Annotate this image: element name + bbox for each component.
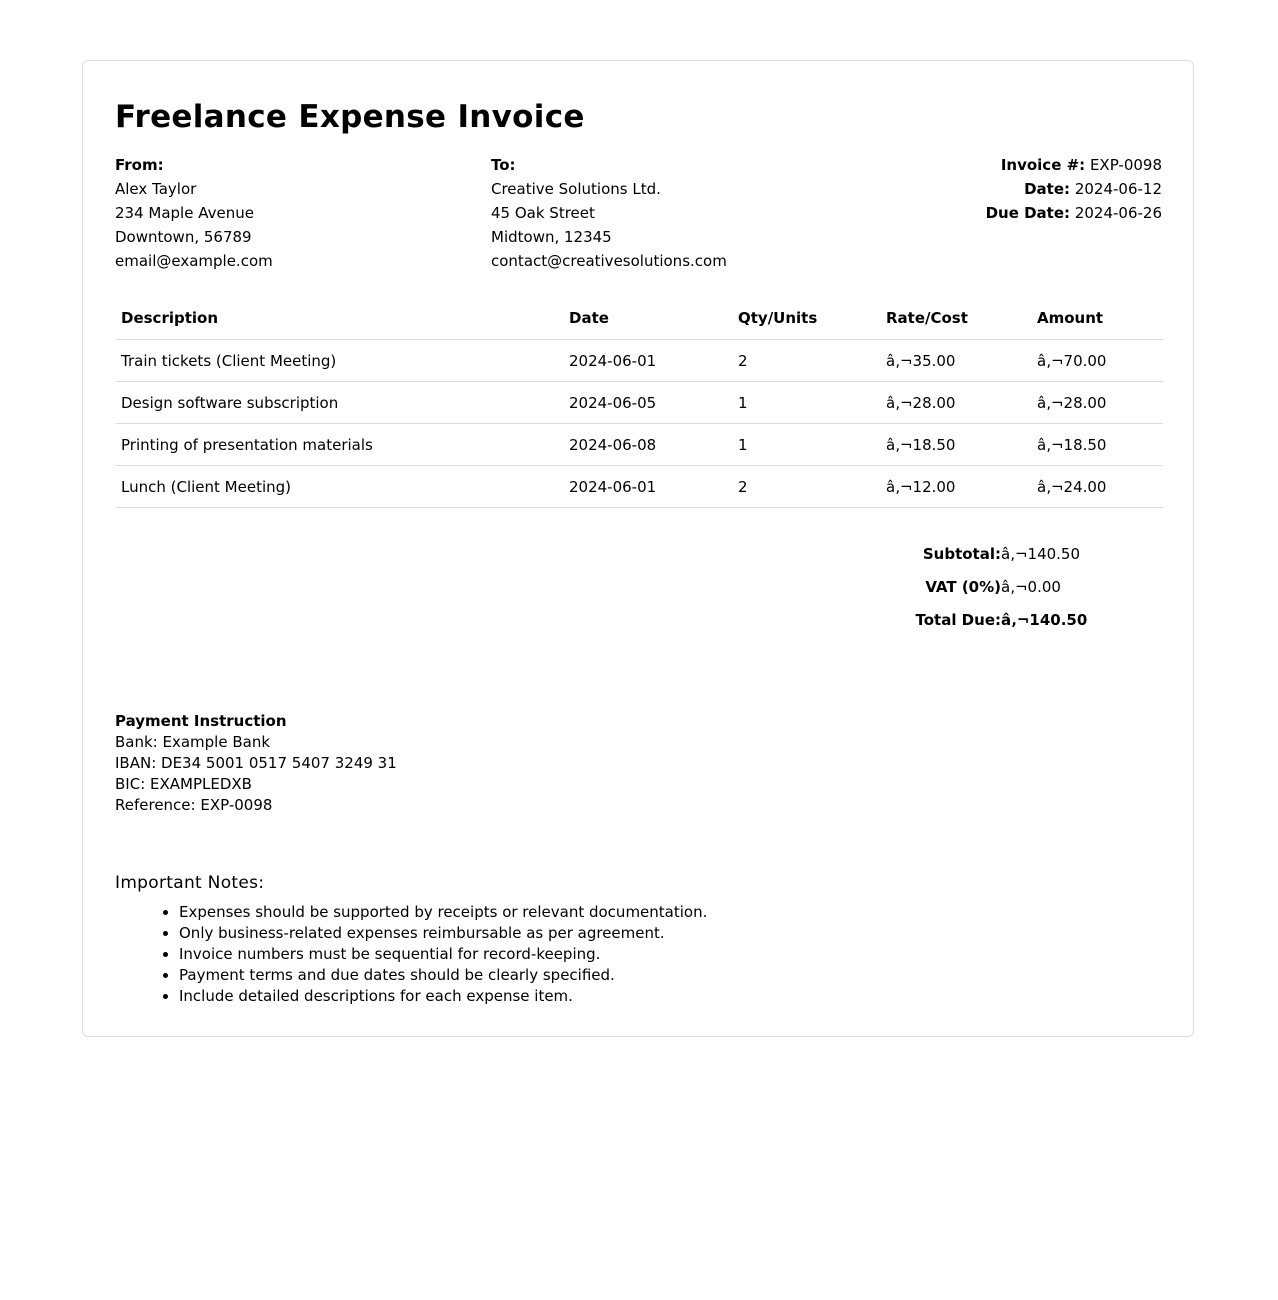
list-item: • Include detailed descriptions for each expense item. [179, 986, 707, 1007]
cell-qty: 2 [732, 466, 880, 508]
payment-bic: BIC: EXAMPLEDXB [115, 775, 252, 793]
invoice-date-row [986, 177, 1162, 201]
from-label: From: [115, 156, 164, 174]
from-address-block [115, 153, 273, 273]
total-due-label: Total Due: [915, 610, 1001, 629]
vat-row [913, 570, 1087, 603]
table-header-row [115, 297, 1163, 340]
cell-date: 2024-06-08 [563, 424, 732, 466]
notes-title: Important Notes: [115, 873, 265, 893]
cell-description: Lunch (Client Meeting) [115, 466, 563, 508]
cell-qty: 2 [732, 340, 880, 382]
cell-date: 2024-06-05 [563, 382, 732, 424]
from-city: Downtown, 56789 [115, 228, 252, 246]
to-city: Midtown, 12345 [491, 228, 612, 246]
table-row [115, 340, 1163, 382]
header-description: Description [115, 297, 563, 340]
from-street: 234 Maple Avenue [115, 204, 254, 222]
to-name: Creative Solutions Ltd. [491, 180, 661, 198]
to-label: To: [491, 156, 516, 174]
totals-table [913, 537, 1087, 636]
list-item: • Invoice numbers must be sequential for record-keeping. [179, 944, 707, 965]
cell-rate: â‚¬12.00 [880, 466, 1031, 508]
cell-amount: â‚¬28.00 [1031, 382, 1163, 424]
invoice-number-label: Invoice #: [1000, 156, 1086, 174]
header-rate: Rate/Cost [880, 297, 1031, 340]
subtotal-label: Subtotal: [922, 544, 1001, 563]
payment-title: Payment Instruction [115, 712, 287, 730]
vat-value: â‚¬0.00 [1001, 577, 1061, 596]
list-item: • Expenses should be supported by receipts or relevant documentation. [179, 902, 707, 923]
subtotal-value: â‚¬140.50 [1001, 544, 1081, 563]
cell-amount: â‚¬24.00 [1031, 466, 1163, 508]
invoice-date-label: Date: [1024, 180, 1071, 198]
cell-description: Design software subscription [115, 382, 563, 424]
payment-bank: Bank: Example Bank [115, 733, 271, 751]
from-email: email@example.com [115, 252, 273, 270]
payment-iban: IBAN: DE34 5001 0517 5407 3249 31 [115, 754, 397, 772]
invoice-meta [986, 153, 1162, 225]
payment-instructions [115, 711, 397, 816]
cell-rate: â‚¬35.00 [880, 340, 1031, 382]
cell-description: Printing of presentation materials [115, 424, 563, 466]
cell-qty: 1 [732, 382, 880, 424]
cell-amount: â‚¬18.50 [1031, 424, 1163, 466]
table-row [115, 466, 1163, 508]
cell-rate: â‚¬18.50 [880, 424, 1031, 466]
payment-reference: Reference: EXP-0098 [115, 796, 273, 814]
header-amount: Amount [1031, 297, 1163, 340]
cell-qty: 1 [732, 424, 880, 466]
to-street: 45 Oak Street [491, 204, 595, 222]
total-due-value: â‚¬140.50 [1001, 610, 1088, 629]
to-email: contact@creativesolutions.com [491, 252, 727, 270]
invoice-title: Freelance Expense Invoice [115, 99, 585, 135]
invoice-due-row [986, 201, 1162, 225]
from-name: Alex Taylor [115, 180, 197, 198]
table-row [115, 424, 1163, 466]
total-due-row [913, 603, 1087, 636]
invoice-due-date: 2024-06-26 [1074, 204, 1162, 222]
invoice-date: 2024-06-12 [1074, 180, 1162, 198]
invoice-number: EXP-0098 [1089, 156, 1162, 174]
to-address-block [491, 153, 727, 273]
list-item: • Payment terms and due dates should be clearly specified. [179, 965, 707, 986]
invoice-card [82, 60, 1194, 1037]
table-row [115, 382, 1163, 424]
cell-rate: â‚¬28.00 [880, 382, 1031, 424]
list-item: • Only business-related expenses reimbursable as per agreement. [179, 923, 707, 944]
header-date: Date [563, 297, 732, 340]
header-qty: Qty/Units [732, 297, 880, 340]
notes-list [115, 902, 707, 1007]
cell-date: 2024-06-01 [563, 340, 732, 382]
vat-label: VAT (0%) [925, 577, 1001, 596]
cell-date: 2024-06-01 [563, 466, 732, 508]
expense-table [115, 297, 1163, 508]
subtotal-row [913, 537, 1087, 570]
cell-description: Train tickets (Client Meeting) [115, 340, 563, 382]
invoice-number-row [986, 153, 1162, 177]
invoice-due-label: Due Date: [985, 204, 1071, 222]
cell-amount: â‚¬70.00 [1031, 340, 1163, 382]
